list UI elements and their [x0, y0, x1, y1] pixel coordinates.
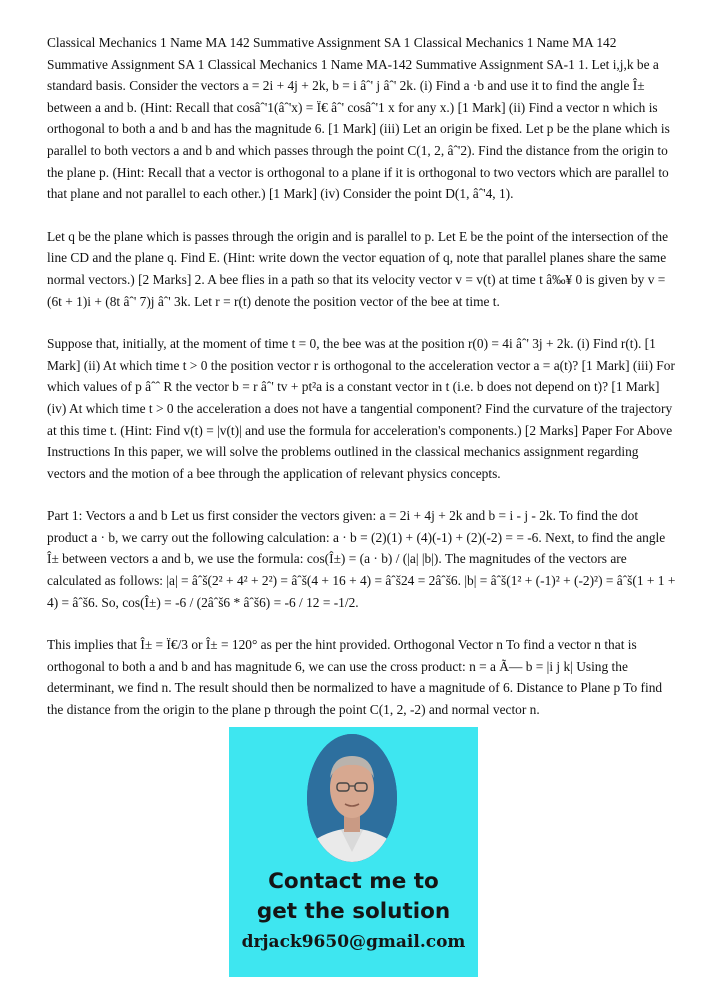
- ad-headline-line: get the solution: [256, 899, 451, 924]
- paragraph: Classical Mechanics 1 Name MA 142 Summative Assignment SA 1 Classical Mechanics 1 Name MA 142 Summative Assignment SA 1 Classical Mechanics 1 Name MA-142 Summative Assignment SA-1 1. Let i,j,k be a standard basis. Consider the vectors a = 2i + 4j + 2k, b = i âˆ' j âˆ' 2k. (i) Find a ·b and use it to find the angle Î± between a and b. (Hint: Recall that cosâˆ'1(âˆ'x) = Ï€ âˆ' cosâˆ'1 x for any x.) [1 Mark] (ii) Find a vector n which is orthogonal to both a and b and has the magnitude 6. [1 Mark] (iii) Let an origin be fixed. Let p be the plane which is parallel to both vectors a and b and which passes through the point C(1, 2, âˆ'2). Find the distance from the origin to the plane p. (Hint: Recall that a vector is orthogonal to a plane if it is orthogonal to two vectors which are parallel to that plane and not parallel to each other.) [1 Mark] (iv) Consider the point D(1, âˆ'4, 1).: [47, 35, 670, 202]
- paragraph: Part 1: Vectors a and b Let us first consider the vectors given: a = 2i + 4j + 2k and b = i - j - 2k. To find the dot product a · b, we carry out the following calculation: a · b = (2)(1) + (4)(-1) + (2)(-2) = = -6. Next, to find the angle Î± between vectors a and b, we use the formula: cos(Î±) = (a · b) / (|a| |b|). The magnitudes of the vectors are calculated as follows: |a| = âˆš(2² + 4² + 2²) = âˆš(4 + 16 + 4) = âˆš24 = 2âˆš6. |b| = âˆš(1² + (-1)² + (-2)²) = âˆš(1 + 1 + 4) = âˆš6. So, cos(Î±) = -6 / (2âˆš6 * âˆš6) = -6 / 12 = -1/2.: [47, 508, 676, 610]
- paragraph: Let q be the plane which is passes through the origin and is parallel to p. Let E be the point of the intersection of the line CD and the plane q. Find E. (Hint: write down the vector equation of q, note that parallel planes share the same normal vectors.) [2 Marks] 2. A bee flies in a path so that its velocity vector v = v(t) at time t â‰¥ 0 is given by v = (6t + 1)i + (8t âˆ' 7)j âˆ' 3k. Let r = r(t) denote the position vector of the bee at time t.: [47, 228, 669, 309]
- ad-headline: [229, 867, 478, 927]
- paragraph: Suppose that, initially, at the moment of time t = 0, the bee was at the position r(0) = 4i âˆ' 3j + 2k. (i) Find r(t). [1 Mark] (ii) At which time t > 0 the position vector r is orthogonal to the acceleration vector a = a(t)? [1 Mark] (iii) For which values of p âˆˆ R the vector b = r âˆ' tv + pt²a is a constant vector in t (i.e. b does not depend on t)? [1 Mark] (iv) At which time t > 0 the acceleration a does not have a tangential component? Find the curvature of the trajectory at this time t. (Hint: Find v(t) = |v(t)| and use the formula for acceleration's components.) [2 Marks] Paper For Above Instructions In this paper, we will solve the problems outlined in the classical mechanics assignment regarding vectors and the motion of a bee through the application of relevant physics concepts.: [47, 336, 675, 481]
- document-body: [47, 32, 679, 742]
- contact-email-link[interactable]: drjack9650@gmail.com: [241, 932, 466, 952]
- paragraph: This implies that Î± = Ï€/3 or Î± = 120° as per the hint provided. Orthogonal Vector n To find a vector n that is orthogonal to both a and b and has magnitude 6, we can use the cross product: n = a Ã— b = |i j k| Using the determinant, we find n. The result should then be normalized to have a magnitude of 6. Distance to Plane p To find the distance from the origin to the plane p through the point C(1, 2, -2) and normal vector n.: [47, 637, 663, 718]
- portrait-icon: [307, 734, 397, 862]
- ad-headline-line: Contact me to: [268, 869, 439, 894]
- author-portrait-image: [307, 734, 397, 862]
- contact-ad-banner[interactable]: [229, 727, 478, 977]
